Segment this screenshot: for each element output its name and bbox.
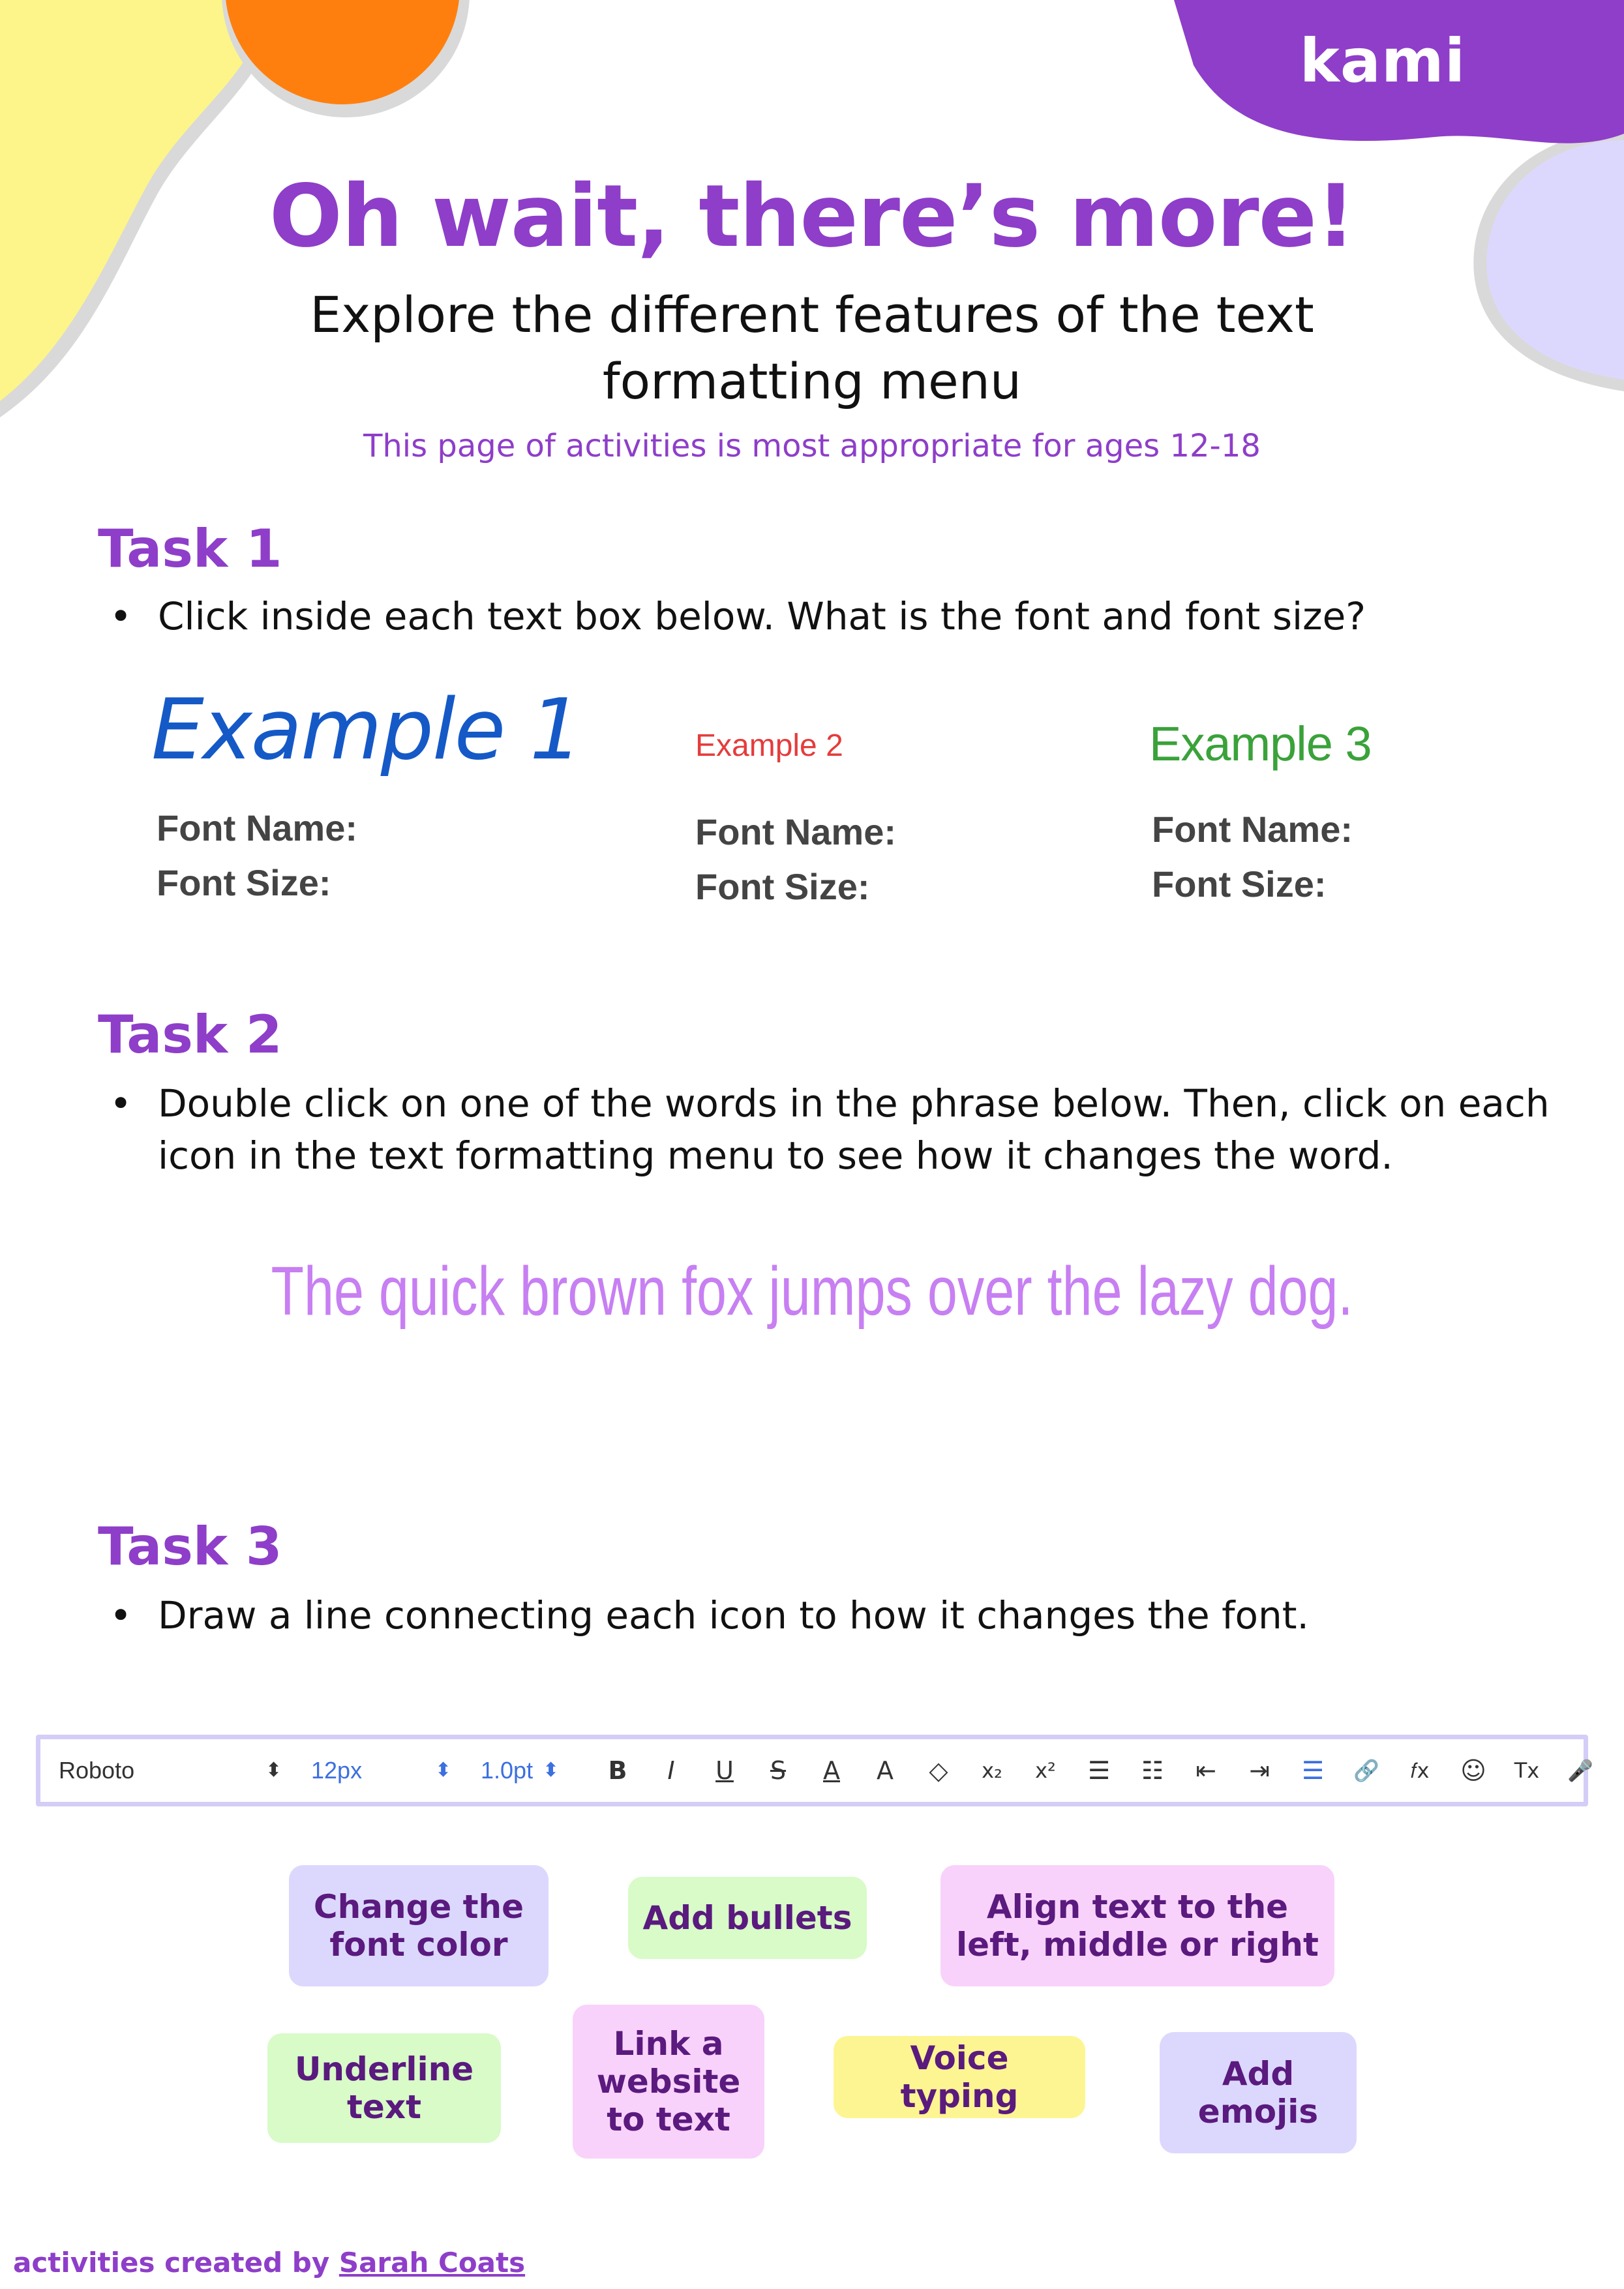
- font-name-label: Font Name:: [1152, 809, 1353, 850]
- strikethrough-icon[interactable]: S: [770, 1756, 787, 1785]
- numbered-list-icon[interactable]: ☰: [1087, 1756, 1111, 1785]
- font-size-label: Font Size:: [695, 866, 870, 907]
- font-color-icon[interactable]: A: [823, 1756, 840, 1785]
- page-title: Oh wait, there’s more!: [269, 166, 1355, 267]
- chip-underline-text: Underline text: [267, 2033, 501, 2143]
- line-spacing-chevron-icon[interactable]: ⬍: [543, 1759, 560, 1781]
- align-center-icon[interactable]: ☰: [1301, 1756, 1325, 1785]
- font-name-label: Font Name:: [695, 811, 896, 852]
- example-1-textbox[interactable]: Example 1: [151, 681, 582, 779]
- italic-icon[interactable]: I: [667, 1756, 675, 1785]
- chip-add-bullets: Add bullets: [628, 1877, 867, 1959]
- example-3-meta: [1152, 802, 1353, 912]
- chip-change-font-color: Change the font color: [289, 1865, 549, 1986]
- kami-logo: kami: [1299, 26, 1466, 96]
- task2-heading: Task 2: [98, 1004, 282, 1065]
- font-select-chevron-icon[interactable]: ⬍: [265, 1759, 282, 1781]
- font-size-label: Font Size:: [157, 862, 331, 903]
- highlight-icon[interactable]: A: [877, 1756, 894, 1785]
- age-note: This page of activities is most appropriate for ages 12-18: [363, 428, 1261, 464]
- chip-voice-typing: Voice typing: [834, 2036, 1085, 2118]
- decrease-indent-icon[interactable]: ⇤: [1195, 1756, 1216, 1785]
- subscript-icon[interactable]: x₂: [982, 1758, 1002, 1783]
- emoji-icon[interactable]: ☺: [1460, 1756, 1486, 1785]
- bullet-dot: •: [110, 594, 132, 638]
- task3-heading: Task 3: [98, 1516, 282, 1577]
- text-formatting-toolbar: [36, 1735, 1593, 1806]
- example-1-meta: [157, 801, 357, 910]
- task3-instruction: [110, 1589, 1610, 1641]
- task3-instruction-text: Draw a line connecting each icon to how it changes the font.: [158, 1593, 1309, 1638]
- page-subtitle: Explore the different features of the text formatting menu: [310, 286, 1314, 410]
- size-select-chevron-icon[interactable]: ⬍: [435, 1759, 452, 1781]
- size-select[interactable]: 12px: [311, 1757, 363, 1784]
- example-2-textbox[interactable]: Example 2: [695, 728, 843, 763]
- increase-indent-icon[interactable]: ⇥: [1249, 1756, 1270, 1785]
- chip-link-website: Link a website to text: [573, 2005, 764, 2159]
- task1-heading: Task 1: [98, 518, 282, 579]
- microphone-icon[interactable]: 🎤: [1567, 1758, 1593, 1783]
- line-spacing-select[interactable]: 1.0pt: [481, 1757, 534, 1784]
- task1-instruction-text: Click inside each text box below. What is the font and font size?: [158, 594, 1366, 638]
- fill-color-icon[interactable]: ◇: [929, 1756, 948, 1785]
- font-select[interactable]: Roboto: [59, 1757, 135, 1784]
- formula-icon[interactable]: 𝑓x: [1410, 1758, 1430, 1783]
- bulleted-list-icon[interactable]: ☷: [1141, 1756, 1164, 1785]
- bullet-dot: •: [110, 1081, 132, 1126]
- example-3-textbox[interactable]: Example 3: [1149, 717, 1372, 771]
- author-link[interactable]: Sarah Coats: [338, 2247, 526, 2279]
- example-2-meta: [695, 805, 896, 914]
- font-size-label: Font Size:: [1152, 863, 1327, 905]
- link-icon[interactable]: 🔗: [1353, 1758, 1379, 1783]
- footer-credit-text: activities created by: [13, 2247, 339, 2279]
- superscript-icon[interactable]: x²: [1035, 1758, 1056, 1783]
- bullet-dot: •: [110, 1593, 132, 1638]
- footer-credit: [13, 2247, 525, 2279]
- task2-instruction-text: Double click on one of the words in the phrase below. Then, click on each icon in the text formatting menu to see how it changes the word.: [158, 1081, 1550, 1178]
- underline-icon[interactable]: U: [715, 1756, 734, 1785]
- clear-formatting-icon[interactable]: Tx: [1514, 1758, 1540, 1783]
- sample-phrase[interactable]: The quick brown fox jumps over the lazy dog.: [271, 1253, 1353, 1330]
- chip-align-text: Align text to the left, middle or right: [940, 1865, 1334, 1986]
- bold-icon[interactable]: B: [608, 1756, 627, 1785]
- task2-instruction: [110, 1077, 1610, 1182]
- font-name-label: Font Name:: [157, 807, 357, 848]
- chip-add-emojis: Add emojis: [1160, 2032, 1357, 2153]
- task1-instruction: [110, 590, 1610, 642]
